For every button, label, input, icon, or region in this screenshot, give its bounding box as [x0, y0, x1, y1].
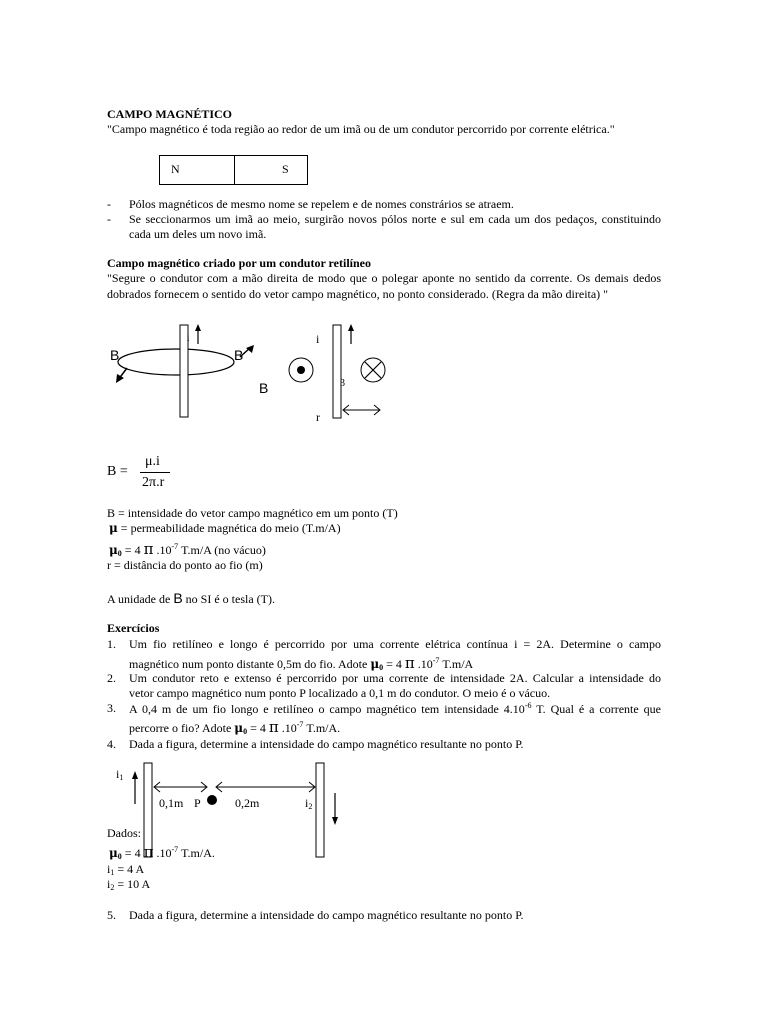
exercise-text: Um condutor reto e extenso é percorrido por uma corrente de intensidade 2A. Calcular a intensidade do — [129, 671, 661, 685]
exercise-number: 1. — [107, 637, 116, 651]
definition-mu: μ = permeabilidade magnética do meio (T.m/A) — [109, 521, 341, 535]
magnet-south-label: S — [282, 162, 289, 176]
exercise-text-continuation: magnético num ponto distante 0,5m do fio. Adote $\mu_0 = 4$ π $.10^{-7}$ T.m/A — [129, 654, 474, 672]
distance-label: r — [316, 410, 320, 424]
formula-lhs: B = — [107, 464, 128, 479]
unit-sentence: A unidade de B no SI é o tesla (T). — [107, 590, 275, 606]
exercise-text-continuation: percorre o fio? Adote $\mu_0 = 4$ π $.10^{-7}$ T.m/A. — [129, 718, 341, 736]
exercise-text: Um fio retilíneo e longo é percorrido por uma corrente elétrica contínua i = 2A. Determine o campo — [129, 637, 661, 651]
dados-i1: $i_1 = 4$ A — [107, 862, 145, 877]
exercise-number: 4. — [107, 737, 116, 751]
definition-r: r = distância do ponto ao fio (m) — [107, 558, 263, 572]
dados-i2: $i_2 = 10$ A — [107, 877, 151, 892]
current-label-i1: $i_1$ — [116, 767, 124, 782]
definition-b: B = intensidade do vetor campo magnético em um ponto (T) — [107, 506, 398, 520]
exercises-title: Exercícios — [107, 621, 160, 635]
exercise-text: Dada a figura, determine a intensidade do campo magnético resultante no ponto P. — [129, 908, 524, 922]
field-label-b: B — [259, 380, 269, 396]
current-label: i — [187, 333, 190, 343]
formula-numerator: μ.i — [145, 454, 160, 469]
exercise-number: 3. — [107, 701, 116, 715]
dados-label: Dados: — [107, 826, 141, 840]
rule-text: "Segure o condutor com a mão direita de modo que o polegar aponte no sentido da corrente. Os demais dedos — [107, 271, 661, 285]
exercise-text: A 0,4 m de um fio longo e retilíneo o campo magnético tem intensidade $4.10^{-6}$ T. Qual é a corrente que — [129, 701, 661, 716]
current-label: i — [316, 332, 320, 346]
exercise-number: 2. — [107, 671, 116, 685]
field-label-b: B — [234, 347, 244, 363]
bullet-marker: - — [107, 197, 111, 211]
definition-text: "Campo magnético é toda região ao redor de um imã ou de um condutor percorrido por corrente elétrica." — [107, 122, 615, 136]
wire-mark: 3 — [340, 378, 345, 389]
rule-text-continuation: dobrados fornecem o sentido do vetor campo magnético, no ponto considerado. (Regra da mão direita) " — [107, 287, 609, 301]
bullet-item-continuation: cada um deles um novo imã. — [129, 227, 267, 241]
point-p-label: P — [194, 796, 201, 810]
distance-label: 0,2m — [235, 796, 260, 810]
definition-mu0: $\mu_0 = 4$ π $.10^{-7}$ T.m/A (no vácuo) — [109, 540, 266, 558]
bullet-item: Se seccionarmos um imã ao meio, surgirão novos pólos norte e sul em cada um dos pedaços, constituindo — [129, 212, 661, 226]
magnet-north-label: N — [171, 162, 180, 176]
section-subtitle: Campo magnético criado por um condutor retilíneo — [107, 256, 371, 270]
formula-denominator: 2π.r — [142, 475, 165, 490]
section-title: CAMPO MAGNÉTICO — [107, 107, 232, 121]
exercise-text: Dada a figura, determine a intensidade do campo magnético resultante no ponto P. — [129, 737, 524, 751]
current-label-i2: $i_2$ — [305, 796, 313, 811]
exercise-text-continuation: vetor campo magnético num ponto P localizado a 0,1 m do condutor. O meio é o vácuo. — [129, 686, 551, 700]
distance-label: 0,1m — [159, 796, 184, 810]
exercise-number: 5. — [107, 908, 116, 922]
field-label-b: B — [110, 347, 120, 363]
bullet-marker: - — [107, 212, 111, 226]
bullet-item: Pólos magnéticos de mesmo nome se repelem e de nomes constrários se atraem. — [129, 197, 514, 211]
dados-mu0: $\mu_0 = 4$ π $.10^{-7}$ T.m/A. — [109, 843, 215, 861]
